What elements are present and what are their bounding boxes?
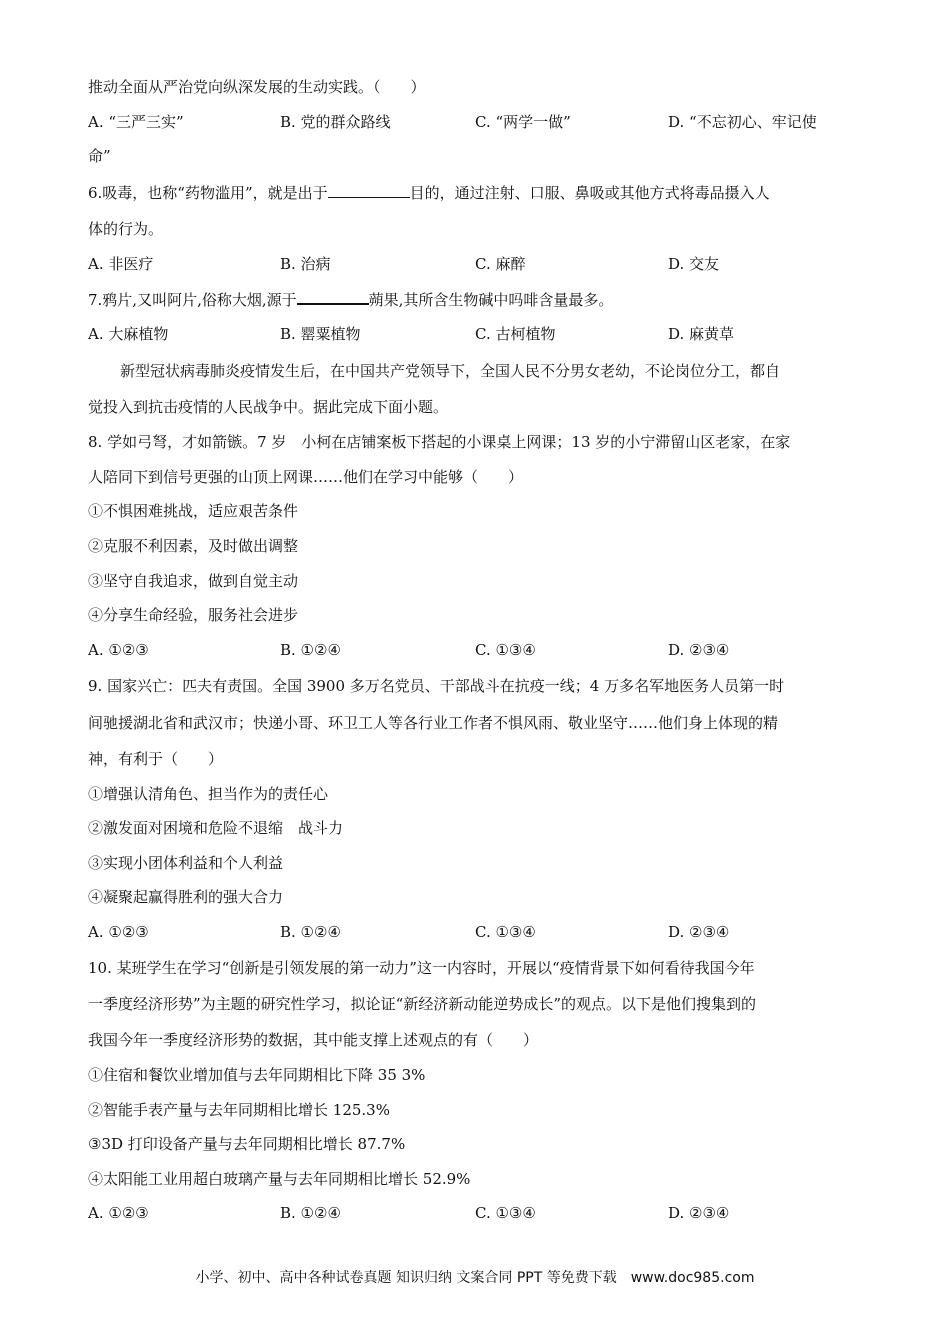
q6-answer-blank [328, 183, 410, 198]
q10-option-b: B. ①②④ [280, 1204, 341, 1222]
intro-line1: 新型冠状病毒肺炎疫情发生后，在中国共产党领导下，全国人民不分男女老幼，不论岗位分工，都自 [120, 362, 781, 380]
q6-option-a: A. 非医疗 [88, 255, 154, 273]
q5-option-d: D. “不忘初心、牢记使 [668, 113, 817, 131]
q9-option-a: A. ①②③ [88, 923, 149, 941]
q8-item-1: ①不惧困难挑战，适应艰苦条件 [88, 502, 299, 520]
q8-item-2: ②克服不利因素，及时做出调整 [88, 537, 299, 555]
q8-option-d: D. ②③④ [668, 641, 730, 659]
q10-line2: 一季度经济形势”为主题的研究性学习，拟论证“新经济新动能逆势成长”的观点。以下是他们搜集到的 [88, 995, 757, 1013]
q6-option-d: D. 交友 [668, 255, 720, 273]
q8-option-b: B. ①②④ [280, 641, 341, 659]
q9-item-1: ①增强认清角色、担当作为的责任心 [88, 785, 329, 803]
q7-option-c: C. 古柯植物 [475, 325, 556, 343]
q5-stem-tail: 推动全面从严治党向纵深发展的生动实践。（ ） [88, 78, 426, 96]
q6-option-c: C. 麻醉 [475, 255, 526, 273]
q9-line1: 9. 国家兴亡：匹夫有责国。全国 3900 多万名党员、干部战斗在抗疫一线；4 万多名军地医务人员第一时 [88, 677, 785, 695]
q10-option-a: A. ①②③ [88, 1204, 149, 1222]
q7-stem-part1: 7.鸦片,又叫阿片,俗称大烟,源于 [88, 291, 297, 309]
q7-stem [88, 289, 613, 310]
q7-option-a: A. 大麻植物 [88, 325, 169, 343]
q10-item-4: ④太阳能工业用超白玻璃产量与去年同期相比增长 52.9% [88, 1170, 471, 1188]
q6-stem [88, 183, 770, 203]
q8-line2: 人陪同下到信号更强的山顶上网课……他们在学习中能够（ ） [88, 468, 524, 486]
q9-item-2: ②激发面对困境和危险不退缩 战斗力 [88, 819, 344, 837]
q9-option-b: B. ①②④ [280, 923, 341, 941]
q5-option-c: C. “两学一做” [475, 113, 571, 131]
q5-option-d-wrap: 命” [88, 147, 111, 165]
q9-item-4: ④凝聚起赢得胜利的强大合力 [88, 888, 284, 906]
q7-option-d: D. 麻黄草 [668, 325, 735, 343]
q8-item-3: ③坚守自我追求，做到自觉主动 [88, 572, 299, 590]
q7-option-b: B. 罂粟植物 [280, 325, 361, 343]
q10-option-d: D. ②③④ [668, 1204, 730, 1222]
q7-stem-part2: 蒴果,其所含生物碱中吗啡含量最多。 [368, 291, 614, 309]
q9-line2: 间驰援湖北省和武汉市；快递小哥、环卫工人等各行业工作者不惧风雨、敬业坚守……他们身上体现的精 [88, 714, 779, 732]
q8-line1: 8. 学如弓弩，才如箭镞。7 岁 小柯在店铺案板下搭起的小课桌上网课；13 岁的小宁滞留山区老家，在家 [88, 433, 791, 451]
q8-option-c: C. ①③④ [475, 641, 536, 659]
q7-answer-blank [297, 289, 369, 305]
q6-option-b: B. 治病 [280, 255, 331, 273]
intro-line2: 觉投入到抗击疫情的人民战争中。据此完成下面小题。 [88, 398, 449, 416]
q9-line3: 神，有利于（ ） [88, 750, 224, 768]
q9-option-c: C. ①③④ [475, 923, 536, 941]
q10-item-1: ①住宿和餐饮业增加值与去年同期相比下降 35 3% [88, 1066, 426, 1084]
q8-option-a: A. ①②③ [88, 641, 149, 659]
q10-option-c: C. ①③④ [475, 1204, 536, 1222]
q6-stem-part2: 目的，通过注射、口服、鼻吸或其他方式将毒品摄入人 [409, 184, 770, 202]
q10-line3: 我国今年一季度经济形势的数据，其中能支撑上述观点的有（ ） [88, 1031, 539, 1049]
q10-line1: 10. 某班学生在学习“创新是引领发展的第一动力”这一内容时，开展以“疫情背景下如何看待我国今年 [88, 959, 755, 977]
q5-option-b: B. 党的群众路线 [280, 113, 391, 131]
q9-option-d: D. ②③④ [668, 923, 730, 941]
q6-stem-part1: 6.吸毒，也称“药物滥用”，就是出于 [88, 184, 328, 202]
page-footer: 小学、初中、高中各种试卷真题 知识归纳 文案合同 PPT 等免费下载 www.doc985.com [195, 1270, 755, 1286]
q9-item-3: ③实现小团体利益和个人利益 [88, 854, 284, 872]
q6-stem-line2: 体的行为。 [88, 220, 164, 238]
q10-item-3: ③3D 打印设备产量与去年同期相比增长 87.7% [88, 1135, 406, 1153]
q5-option-a: A. “三严三实” [88, 113, 184, 131]
q8-item-4: ④分享生命经验，服务社会进步 [88, 606, 299, 624]
q10-item-2: ②智能手表产量与去年同期相比增长 125.3% [88, 1101, 390, 1119]
